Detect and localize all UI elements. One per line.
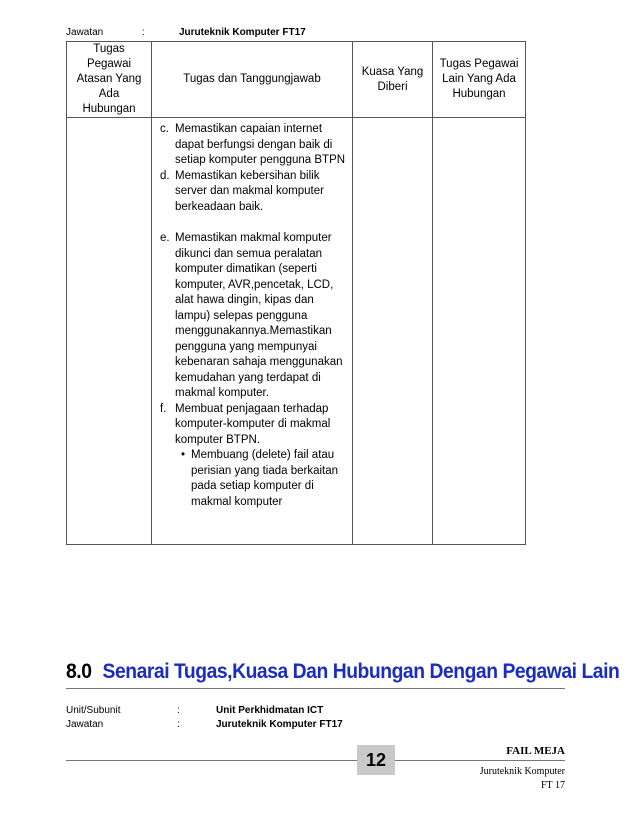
info-jawatan-value: Juruteknik Komputer FT17 bbox=[216, 719, 343, 730]
task-list bbox=[152, 118, 352, 510]
list-item: d. Memastikan kebersihan bilik server dan makmal komputer berkeadaan baik. bbox=[160, 169, 324, 213]
jawatan-value: Juruteknik Komputer FT17 bbox=[179, 27, 306, 38]
unit-colon: : bbox=[177, 705, 180, 716]
info-jawatan-colon: : bbox=[177, 719, 180, 730]
header-lain: Tugas Pegawai Lain Yang Ada Hubungan bbox=[433, 42, 526, 118]
cell-tugas bbox=[152, 118, 353, 545]
list-item-bullet: • Membuang (delete) fail atau perisian yang tiada berkaitan pada setiap komputer di makmal komputer bbox=[160, 448, 348, 510]
list-item: c. Memastikan capaian internet dapat berfungsi dengan baik di setiap komputer pengguna BTPN bbox=[160, 123, 346, 166]
fail-meja-label: FAIL MEJA bbox=[506, 745, 565, 757]
unit-value: Unit Perkhidmatan ICT bbox=[216, 705, 324, 716]
list-item: f. Membuat penjagaan terhadap komputer-komputer di makmal komputer BTPN. bbox=[160, 402, 331, 446]
jawatan-colon: : bbox=[142, 27, 145, 38]
info-jawatan-label: Jawatan bbox=[66, 719, 104, 730]
footer-position: Juruteknik Komputer bbox=[479, 766, 565, 777]
cell-atasan bbox=[67, 118, 152, 545]
footer-divider bbox=[66, 760, 565, 761]
unit-label: Unit/Subunit bbox=[66, 705, 121, 716]
footer-grade: FT 17 bbox=[541, 780, 565, 791]
duty-table bbox=[66, 41, 526, 545]
header-kuasa: Kuasa Yang Diberi bbox=[353, 42, 433, 118]
section-number: 8.0 bbox=[66, 660, 92, 683]
bullet-icon: • bbox=[181, 449, 186, 461]
header-atasan: Tugas Pegawai Atasan Yang Ada Hubungan bbox=[67, 42, 152, 118]
list-item: e. Memastikan makmal komputer dikunci dan semua peralatan komputer dimatikan (seperti komputer, AVR,pencetak, LCD, alat hawa dingin, kipas dan lampu) selepas pengguna menggunakannya.Memastikan pengguna yang mempunyai kebenaran sahaja menggunakan kemudahan yang terdapat di makmal komputer. bbox=[160, 232, 343, 399]
cell-kuasa bbox=[353, 118, 433, 545]
cell-lain bbox=[433, 118, 526, 545]
section-title: Senarai Tugas,Kuasa Dan Hubungan Dengan Pegawai Lain bbox=[102, 660, 620, 683]
section-heading bbox=[66, 660, 619, 684]
header-tugas: Tugas dan Tanggungjawab bbox=[152, 42, 353, 118]
jawatan-label: Jawatan bbox=[66, 27, 104, 38]
page-number: 12 bbox=[357, 745, 395, 775]
section-divider bbox=[66, 688, 565, 689]
